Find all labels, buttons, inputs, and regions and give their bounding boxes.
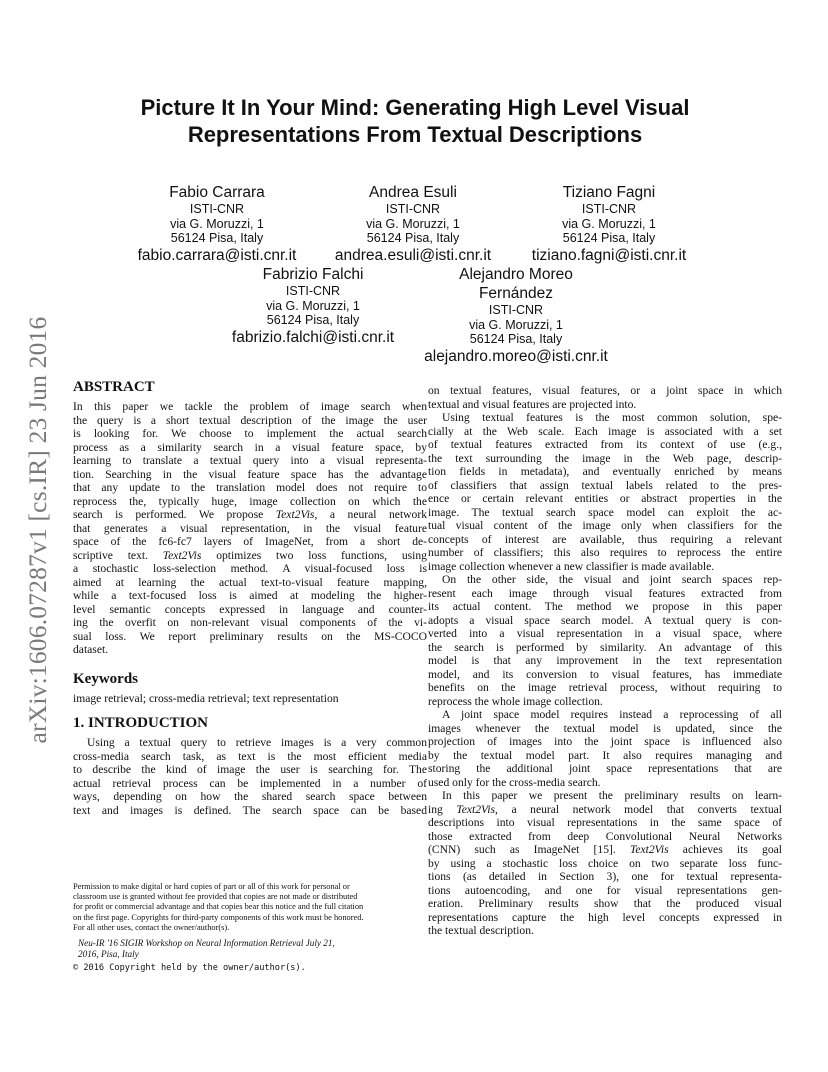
text-line: Using a textual query to retrieve images is a very common bbox=[87, 736, 427, 749]
footnote-line: classroom use is granted without fee provided that copies are not made or distributed bbox=[73, 892, 358, 902]
venue-info bbox=[78, 938, 335, 960]
text-line: process as a similarity search in a visual feature space, by bbox=[73, 440, 427, 454]
text-line: by using a stochastic loss choice on two separate loss func- bbox=[428, 856, 782, 870]
text-line: tion fields in metadata), and eventually enriched by means bbox=[428, 465, 782, 478]
text-line: those extracted from deep Convolutional Neural Networks bbox=[428, 829, 782, 843]
text-line: that any update to the translation model does not require to bbox=[73, 481, 427, 494]
paragraph-text2vis-overview bbox=[428, 789, 782, 938]
text-line: the query is a short textual description of the image the user bbox=[73, 413, 427, 427]
text-line: a stochastic loss-selection method. A visual-focused loss is bbox=[73, 562, 427, 575]
text-line: A joint space model requires instead a reprocessing of all bbox=[442, 708, 782, 721]
author-city: 56124 Pisa, Italy bbox=[562, 231, 656, 245]
text-line: image collection whenever a new classifier is made available. bbox=[428, 559, 715, 573]
text-line: reprocess the whole image collection. bbox=[428, 694, 603, 708]
text-line: tual visual content of the image only when classifiers for the bbox=[428, 519, 782, 532]
text-line: On the other side, the visual and joint search spaces rep- bbox=[442, 573, 782, 586]
text-line: projection of images into the joint space is influenced also bbox=[428, 735, 782, 748]
text-line: the text surrounding the image in the Web page, descrip- bbox=[428, 451, 782, 465]
paper-title bbox=[70, 94, 760, 148]
paragraph-continuation bbox=[428, 384, 782, 411]
author-name-line-1: Alejandro Moreo bbox=[459, 266, 573, 283]
author-email[interactable]: tiziano.fagni@isti.cnr.it bbox=[531, 246, 687, 264]
text-line: of classifiers that assign textual labels related to the pres- bbox=[428, 478, 782, 492]
text-line: image. The textual search space model can exploit the ac- bbox=[428, 505, 782, 519]
author-org: ISTI-CNR bbox=[189, 202, 245, 216]
right-column bbox=[428, 384, 782, 938]
author-city: 56124 Pisa, Italy bbox=[170, 231, 264, 245]
author-name: Fabio Carrara bbox=[169, 184, 265, 201]
introduction-body bbox=[73, 736, 427, 817]
footnote-line: For all other uses, contact the owner/author(s). bbox=[73, 922, 230, 932]
text-line: sual loss. We report preliminary results on the MS-COCO bbox=[73, 629, 427, 643]
author-org: ISTI-CNR bbox=[385, 202, 441, 216]
text-line: In this paper we tackle the problem of image search when bbox=[73, 400, 427, 413]
text-line: of textual features extracted from its context of use (e.g., bbox=[428, 438, 782, 451]
text-line: images whenever the textual model is updated, since the bbox=[428, 721, 782, 735]
author-street: via G. Moruzzi, 1 bbox=[469, 317, 563, 332]
text-line: space of the fc6-fc7 layers of ImageNet, from a short de- bbox=[73, 535, 427, 548]
text-line: model is that any improvement in the text representation bbox=[428, 654, 782, 667]
text-line: to describe the kind of image the user is searching for. The bbox=[73, 763, 427, 776]
text-line: In this paper we present the preliminary results on learn- bbox=[442, 789, 782, 802]
keywords-text: image retrieval; cross-media retrieval; text representation bbox=[73, 691, 339, 705]
text-line: search is performed. We propose Text2Vis, a neural network bbox=[73, 508, 427, 521]
text-line: adopts a visual space search model. A textual query is con- bbox=[428, 613, 782, 627]
text-line: level semantic concepts expressed in language and counter- bbox=[73, 602, 427, 616]
text-line: Using textual features is the most common solution, spe- bbox=[442, 411, 782, 424]
author-block-carrara bbox=[128, 183, 306, 265]
text-line: the textual description. bbox=[428, 924, 534, 937]
text-line: aimed at learning the actual text-to-visual feature mapping, bbox=[73, 575, 427, 589]
text-line: actual retrieval process can be implemented in a number of bbox=[73, 776, 427, 790]
footnote-line: Permission to make digital or hard copies of part or all of this work for personal or bbox=[73, 882, 350, 891]
arxiv-identifier-stamp: arXiv:1606.07287v1 [cs.IR] 23 Jun 2016 bbox=[23, 316, 52, 744]
text-line: learning to translate a textual query into a visual representa- bbox=[73, 454, 427, 467]
text-line: on textual features, visual features, or a joint space in which bbox=[428, 384, 782, 397]
author-name: Tiziano Fagni bbox=[562, 184, 656, 201]
text-line: representations capture the high level concepts expressed in bbox=[428, 910, 782, 924]
text-line: tions (as detailed in Section 3), one for textual representa- bbox=[428, 870, 782, 883]
text-line: its actual content. The method we propose in this paper bbox=[428, 600, 782, 613]
author-city: 56124 Pisa, Italy bbox=[366, 231, 460, 245]
author-email[interactable]: fabrizio.falchi@isti.cnr.it bbox=[231, 328, 395, 346]
author-org: ISTI-CNR bbox=[488, 303, 544, 317]
venue-line-2: 2016, Pisa, Italy bbox=[78, 949, 139, 959]
author-city: 56124 Pisa, Italy bbox=[266, 313, 360, 327]
text-line: number of classifiers; this also requires to reprocess the entire bbox=[428, 546, 782, 559]
abstract-heading: ABSTRACT bbox=[73, 379, 155, 395]
text-line: the search is performed by similarity. An advantage of this bbox=[428, 640, 782, 654]
text-line: tion. Searching in the visual feature space has the advantage bbox=[73, 467, 427, 481]
introduction-heading: 1. INTRODUCTION bbox=[73, 715, 209, 731]
author-name: Andrea Esuli bbox=[369, 184, 457, 201]
footnote-line: for profit or commercial advantage and that copies bear this notice and the full citation bbox=[73, 902, 364, 912]
text-line: model, and its conversion to visual features, has immediate bbox=[428, 667, 782, 681]
author-email[interactable]: alejandro.moreo@isti.cnr.it bbox=[424, 347, 608, 365]
author-street: via G. Moruzzi, 1 bbox=[170, 216, 264, 231]
text-line: ing the overfit on non-relevant visual components of the vi- bbox=[73, 616, 427, 629]
text-line: cially at the Web scale. Each image is associated with a set bbox=[428, 424, 782, 438]
text-line: scriptive text. Text2Vis optimizes two loss functions, using bbox=[73, 548, 427, 562]
title-line-1: Picture It In Your Mind: Generating High Level Visual bbox=[140, 95, 690, 120]
text-line: concepts of interest are available, thus requiring a relevant bbox=[428, 532, 782, 546]
author-block-fagni bbox=[520, 183, 698, 265]
text-line: storing the additional joint space representations that are bbox=[428, 762, 782, 775]
author-block-esuli bbox=[324, 183, 502, 265]
author-org: ISTI-CNR bbox=[581, 202, 637, 216]
text-line: textual and visual features are projected into. bbox=[428, 397, 637, 411]
text-line: ways, depending on how the shared search space between bbox=[73, 790, 427, 803]
text-line: cross-media search task, as text is the most efficient media bbox=[73, 749, 427, 763]
author-street: via G. Moruzzi, 1 bbox=[266, 298, 360, 313]
text-line: is looking for. We choose to implement the actual search bbox=[73, 427, 427, 440]
text-line: by the textual model part. It also requires managing and bbox=[428, 748, 782, 762]
text-line: reprocess the, typically huge, image collection on which the bbox=[73, 494, 427, 508]
title-line-2: Representations From Textual Descriptions bbox=[187, 122, 643, 147]
author-block-falchi bbox=[224, 265, 402, 347]
paragraph-textual-features bbox=[428, 411, 782, 573]
left-column bbox=[73, 378, 427, 817]
permission-footnote bbox=[73, 882, 403, 933]
text-line: dataset. bbox=[73, 643, 109, 656]
text-line: ence or certain relevant entities or abstract properties in the bbox=[428, 492, 782, 505]
author-block-moreo bbox=[422, 265, 610, 366]
text-line: benefits on the image retrieval process, without requiring to bbox=[428, 681, 782, 694]
text-line: (CNN) such as ImageNet [15]. Text2Vis achieves its goal bbox=[428, 843, 782, 856]
author-street: via G. Moruzzi, 1 bbox=[366, 216, 460, 231]
keywords-heading: Keywords bbox=[73, 670, 138, 687]
text-line: eration. Preliminary results show that the produced visual bbox=[428, 897, 782, 910]
text-line: while a text-focused loss is aimed at modeling the higher- bbox=[73, 589, 427, 602]
copyright-notice: © 2016 Copyright held by the owner/author(s). bbox=[73, 963, 306, 973]
venue-line-1: Neu-IR '16 SIGIR Workshop on Neural Information Retrieval July 21, bbox=[78, 938, 335, 948]
footnote-line: on the first page. Copyrights for third-party components of this work must be honored. bbox=[73, 912, 364, 922]
text-line: resent each image through visual features extracted from bbox=[428, 586, 782, 600]
author-email[interactable]: fabio.carrara@isti.cnr.it bbox=[137, 246, 297, 264]
abstract-body bbox=[73, 400, 427, 657]
text-line: that generates a visual representation, in the visual feature bbox=[73, 521, 427, 535]
author-email[interactable]: andrea.esuli@isti.cnr.it bbox=[334, 246, 492, 264]
author-street: via G. Moruzzi, 1 bbox=[562, 216, 656, 231]
text-line: tions autoencoding, and one for visual representations gen- bbox=[428, 883, 782, 897]
author-name-line-2: Fernández bbox=[478, 285, 554, 302]
author-name: Fabrizio Falchi bbox=[262, 266, 364, 283]
text-line: text and images is defined. The search space can be based bbox=[73, 803, 427, 817]
text-line: ing Text2Vis, a neural network model that converts textual bbox=[428, 802, 782, 816]
text-line: used only for the cross-media search. bbox=[428, 775, 601, 789]
paragraph-joint-space-model bbox=[428, 708, 782, 789]
text-line: descriptions into visual representations in the same space of bbox=[428, 816, 782, 829]
text-line: verted into a visual representation in a visual space, where bbox=[428, 627, 782, 640]
author-city: 56124 Pisa, Italy bbox=[469, 332, 563, 346]
author-org: ISTI-CNR bbox=[285, 284, 341, 298]
paragraph-visual-joint-spaces bbox=[428, 573, 782, 708]
